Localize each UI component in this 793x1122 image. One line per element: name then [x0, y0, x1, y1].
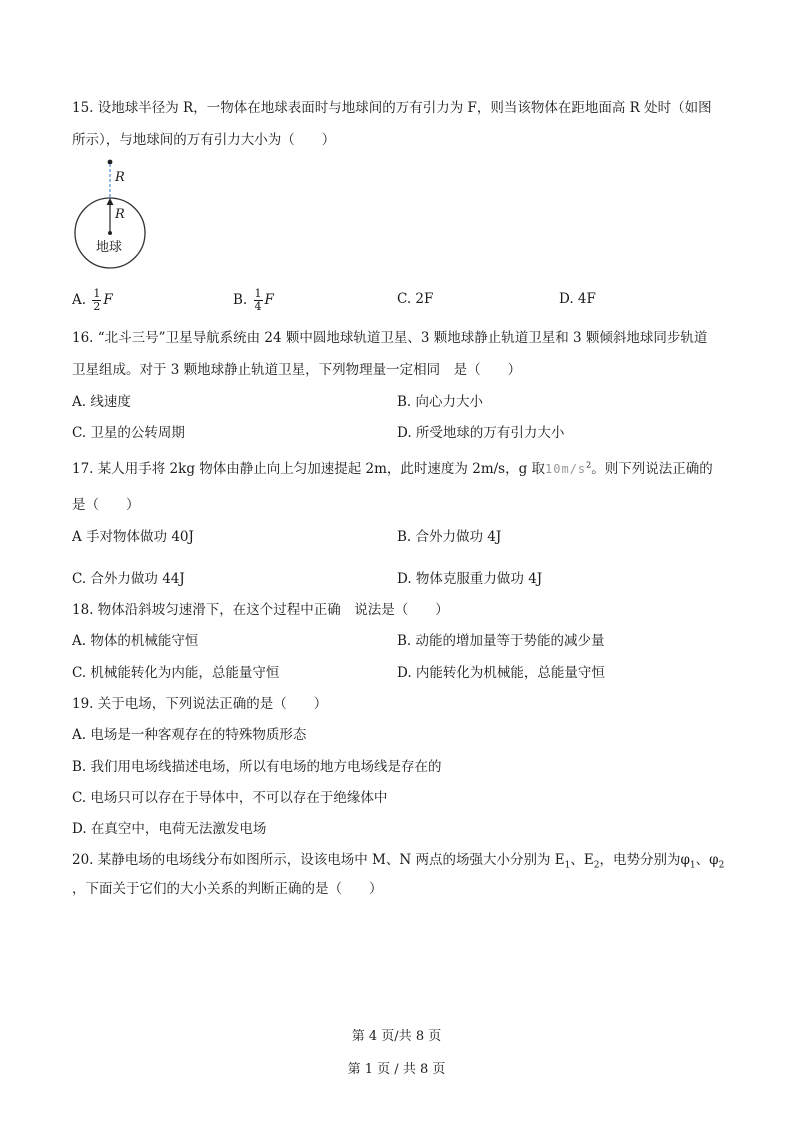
earth-center-point	[108, 231, 112, 235]
page-number-outer: 第 1 页 / 共 8 页	[347, 1062, 446, 1077]
q15-option-d[interactable]: D. 4F	[559, 291, 596, 307]
q19-stem: 19. 关于电场，下列说法正确的是（ ）	[72, 696, 328, 712]
q16-stem-line1: 16. “北斗三号”卫星导航系统由 24 颗中圆地球轨道卫星、3 颗地球静止轨道卫星和 3 颗倾斜地球同步轨道	[72, 330, 708, 346]
q20-stem-line2: ，下面关于它们的大小关系的判断正确的是（ ）	[72, 881, 383, 897]
q19-option-b[interactable]: B. 我们用电场线描述电场，所以有电场的地方电场线是存在的	[72, 759, 442, 775]
fraction-one-quarter: $\frac{1}{4}$	[254, 287, 262, 313]
q15-stem-line2: 所示），与地球间的万有引力大小为（ ）	[72, 132, 336, 148]
q15-stem-line1: 15. 设地球半径为 R，一物体在地球表面时与地球间的万有引力为 F，则当该物体在距地面高 R 处时（如图	[72, 100, 712, 116]
q18-option-c[interactable]: C. 机械能转化为内能，总能量守恒	[72, 665, 280, 681]
page-number-inner: 第 4 页/共 8 页	[351, 1029, 442, 1044]
q17-stem-line2: 是（ ）	[72, 497, 140, 513]
q15-option-c[interactable]: C. 2F	[397, 291, 434, 307]
q15-option-b[interactable]: B. $\frac{1}{4}$ F	[233, 287, 274, 313]
q18-stem: 18. 物体沿斜坡匀速滑下，在这个过程中正确 说法是（ ）	[72, 602, 449, 618]
q19-option-d[interactable]: D. 在真空中，电荷无法激发电场	[72, 821, 267, 837]
q17-option-c[interactable]: C. 合外力做功 44J	[72, 571, 185, 587]
figure-label-inner-r: R	[115, 207, 125, 222]
q16-option-c[interactable]: C. 卫星的公转周期	[72, 425, 185, 441]
q18-option-b[interactable]: B. 动能的增加量等于势能的减少量	[397, 633, 605, 649]
q18-option-d[interactable]: D. 内能转化为机械能，总能量守恒	[397, 665, 605, 681]
q16-stem-line2: 卫星组成。对于 3 颗地球静止轨道卫星，下列物理量一定相同 是（ ）	[72, 362, 522, 378]
q16-option-a[interactable]: A. 线速度	[72, 394, 131, 410]
q17-stem-line1: 17. 某人用手将 2kg 物体由静止向上匀加速提起 2m，此时速度为 2m/s，g 取$10m/s^2$。则下列说法正确的	[72, 460, 713, 477]
q17-option-d[interactable]: D. 物体克服重力做功 4J	[397, 571, 543, 587]
q18-option-a[interactable]: A. 物体的机械能守恒	[72, 633, 199, 649]
q20-stem-line1: 20. 某静电场的电场线分布如图所示，设该电场中 M、N 两点的场强大小分别为 $E_1$、$E_2$，电势分别为$\varphi_1$、$\varphi_2$	[72, 852, 725, 871]
q19-option-c[interactable]: C. 电场只可以存在于导体中，不可以存在于绝缘体中	[72, 790, 388, 806]
q19-option-a[interactable]: A. 电场是一种客观存在的特殊物质形态	[72, 727, 307, 743]
q16-option-d[interactable]: D. 所受地球的万有引力大小	[397, 425, 565, 441]
q17-option-b[interactable]: B. 合外力做功 4J	[397, 529, 502, 545]
q17-option-a[interactable]: A 手对物体做功 40J	[72, 529, 194, 545]
unit-image-text: 10m/s	[545, 462, 587, 476]
figure-label-earth: 地球	[96, 240, 123, 255]
fraction-one-half: $\frac{1}{2}$	[93, 287, 101, 313]
figure-label-outer-r: R	[115, 170, 125, 185]
object-point	[108, 160, 113, 165]
q15-option-a[interactable]: A. $\frac{1}{2}$ F	[72, 287, 113, 313]
q16-option-b[interactable]: B. 向心力大小	[397, 394, 484, 410]
